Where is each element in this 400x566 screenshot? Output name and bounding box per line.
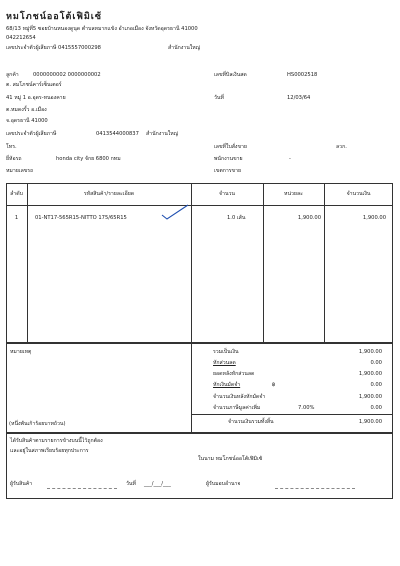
authorized-label: ผู้รับมอบอำนาจ — [206, 481, 241, 487]
company-branch: สำนักงานใหญ่ — [168, 45, 201, 51]
header-unit-price: หน่วยละ — [284, 191, 303, 197]
header-amount: จำนวนเงิน — [346, 191, 371, 197]
car-brand: honda city จักย 6800 กทม — [56, 156, 121, 162]
customer-tax-id: 0413544000837 — [96, 131, 139, 137]
summary-value: 0.00 — [370, 405, 382, 411]
summary-label: หักเงินมัดจำ — [213, 382, 241, 388]
summary-label: จำนวนเงินรวมทั้งสิ้น — [228, 419, 274, 425]
receipt-note-2: และอยู่ในสภาพเรียบร้อยทุกประการ — [10, 448, 89, 454]
summary-value: 0.00 — [370, 360, 382, 366]
car-brand-label: ยี่ห้อรถ — [6, 156, 22, 162]
grand-total: 1,900.00 — [358, 419, 382, 425]
baht-symbol: ฿ — [272, 382, 276, 388]
summary-value: 0.00 — [370, 382, 382, 388]
company-name: หมโภชน์ออโต้เฟิมิเซ้ — [6, 12, 102, 22]
summary-divider — [191, 343, 192, 433]
header-qty: จำนวน — [219, 191, 235, 197]
invoice-date: 12/03/64 — [287, 95, 311, 101]
table-column-divider — [27, 183, 28, 343]
total-divider — [191, 414, 393, 415]
row-amount: 1,900.00 — [362, 215, 386, 221]
summary-label: หักส่วนลด — [213, 360, 236, 366]
engine-no-label: หมายเลขรถ — [6, 168, 34, 174]
summary-value: 1,900.00 — [358, 371, 382, 377]
row-unit-price: 1,900.00 — [297, 215, 321, 221]
receiver-signature-line — [47, 488, 117, 489]
summary-value: 1,900.00 — [358, 394, 382, 400]
header-no: ลำดับ — [10, 191, 23, 197]
invoice-date-label: วันที่ — [214, 95, 224, 101]
company-tax-id: เลขประจำตัวผู้เสียภาษี 0415557000298 — [6, 45, 101, 51]
receive-date-blank: ___/___/___ — [144, 481, 171, 487]
summary-label: ยอดหลังหักส่วนลด — [213, 371, 255, 377]
authorized-signature-line — [275, 488, 355, 489]
amount-in-words: (หนึ่งพันเก้าร้อยบาทถ้วน) — [9, 421, 66, 427]
table-column-divider — [191, 183, 192, 343]
invoice-number-label: เลขที่บิลเงินสด — [214, 72, 247, 78]
customer-address-2: ต.หมดงรั้ว อ.เมือง — [6, 107, 47, 113]
table-column-divider — [263, 183, 264, 343]
receipt-note-1: ได้รับสินค้าตามรายการข้างบนนี้ไว้ถูกต้อง — [10, 438, 103, 444]
invoice-number: HS0002518 — [287, 72, 318, 78]
header-description: รหัสสินค้า/รายละเอียด — [83, 191, 135, 197]
remark-label: หมายเหตุ — [10, 349, 32, 355]
customer-code-label: ลูกค้า — [6, 72, 19, 78]
company-address: 68/13 หมู่ที่5 ซอยบ้านหนองดูนุด ตำบลหมากแข้ง อำเภอเมือง จังหวัดอุดรธานี 41000 — [6, 26, 198, 32]
row-description: 01-NT17-565R15-NITTO 175/65R15 — [35, 215, 127, 221]
summary-label: จำนวนเงินหลังหักมัดจำ — [213, 394, 266, 400]
order-number-label: เลขที่ใบสั่งขาย — [214, 144, 247, 150]
checkmark-icon — [160, 203, 190, 221]
customer-address-3: จ.อุดรธานี 41000 — [6, 118, 48, 124]
receiver-label: ผู้รับสินค้า — [10, 481, 33, 487]
customer-phone-label: โทร. — [6, 144, 17, 150]
on-behalf-of: ในนาม หมโภชน์ออโต้เฟิมิเซ้ — [198, 456, 263, 462]
customer-branch: สำนักงานใหญ่ — [146, 131, 179, 137]
row-qty: 1.0 เส้น — [227, 215, 246, 221]
customer-address-1: 41 หมู่ 1 อ.อุดร-หนองคาย — [6, 95, 66, 101]
company-phone: 042212654 — [6, 35, 36, 41]
salesperson-label: พนักงานขาย — [214, 156, 243, 162]
items-table — [6, 183, 393, 343]
summary-value: 1,900.00 — [358, 349, 382, 355]
salesperson: - — [289, 156, 291, 162]
credit-label: ลวก. — [336, 144, 347, 150]
summary-label: จำนวนภาษีมูลค่าเพิ่ม — [213, 405, 261, 411]
customer-name: ต. สมโภชน์คาร์เซ็นเตอร์ — [6, 82, 62, 88]
table-header-divider — [6, 205, 393, 206]
receive-date-label: วันที่ — [126, 481, 136, 487]
sales-zone-label: เขตการขาย — [214, 168, 242, 174]
customer-code: 0000000002 0000000002 — [33, 72, 101, 78]
vat-rate: 7.00% — [298, 405, 315, 411]
summary-label: รวมเป็นเงิน — [213, 349, 239, 355]
table-column-divider — [324, 183, 325, 343]
customer-tax-label: เลขประจำตัวผู้เสียภาษี — [6, 131, 57, 137]
row-no: 1 — [14, 215, 19, 221]
